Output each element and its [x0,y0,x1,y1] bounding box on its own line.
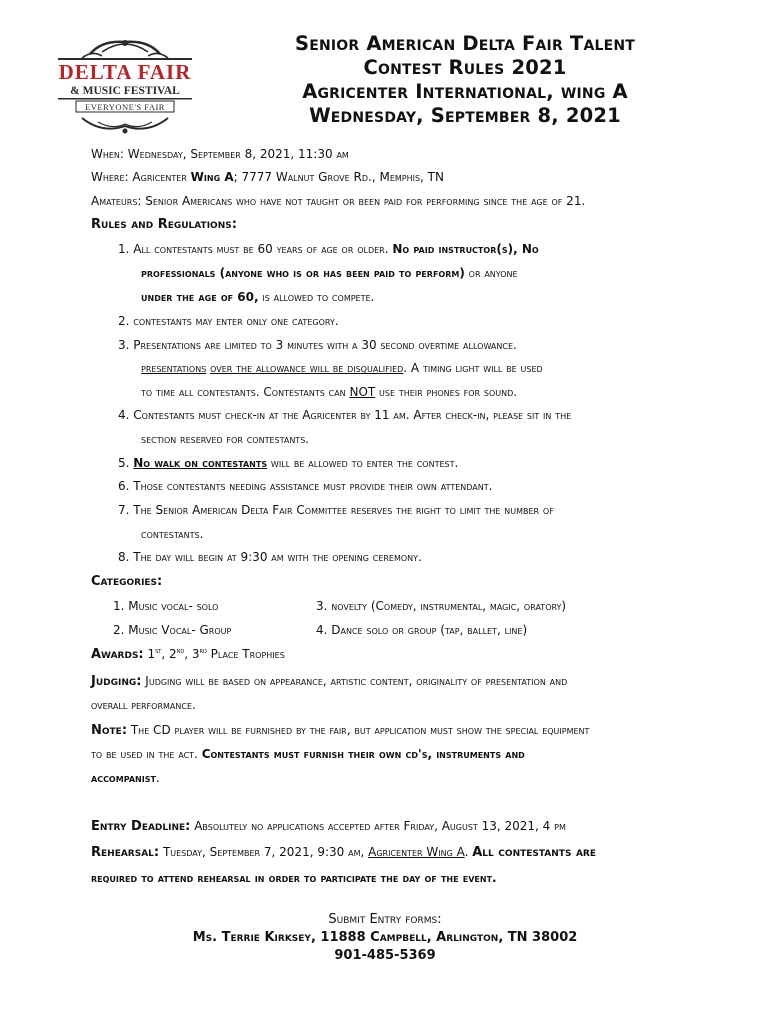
category-2: 2. Music Vocal- Group [113,623,232,637]
title-line1: Senior American Delta Fair Talent [294,32,636,55]
rule-3-cont2: to time all contestants. Contestants can NOT use their phones for sound. [141,385,518,399]
where-line: Where: Agricenter Wing A; 7777 Walnut Grove Rd., Memphis, TN [91,170,444,184]
rule-1-cont2: under the age of 60, is allowed to compete. [141,290,375,304]
rule-4-cont: section reserved for contestants. [141,432,310,446]
logo-line1: DELTA FAIR [58,60,192,84]
rule-4: 4. Contestants must check-in at the Agricenter by 11 am. After check-in, please sit in the [118,408,572,422]
rules-heading: Rules and Regulations: [91,217,237,232]
rehearsal-line: Rehearsal: Tuesday, September 7, 2021, 9:30 am, Agricenter Wing A. All contestants are [91,845,596,860]
rule-3: 3. Presentations are limited to 3 minutes with a 30 second overtime allowance. [118,338,517,352]
submit-phone: 901-485-5369 [334,948,436,963]
category-3: 3. novelty (Comedy, instrumental, magic, oratory) [316,599,567,613]
judging-line: Judging: Judging will be based on appearance, artistic content, originality of presentation and [91,674,568,689]
rule-1: 1. All contestants must be 60 years of age or older. No paid instructor(s), No [118,242,539,256]
document-title [250,32,680,128]
deadline-line: Entry Deadline: Absolutely no applications accepted after Friday, August 13, 2021, 4 pm [91,819,566,834]
awards-line: Awards: 1st, 2nd, 3rd Place Trophies [91,647,285,662]
note-line: Note: The CD player will be furnished by the fair, but application must show the special equipment [91,723,590,738]
category-4: 4. Dance solo or group (tap, ballet, line) [316,623,528,637]
rule-8: 8. The day will begin at 9:30 am with the opening ceremony. [118,550,422,564]
when-line: When: Wednesday, September 8, 2021, 11:30 am [91,147,349,161]
rule-7-cont: contestants. [141,527,204,541]
note-cont: to be used in the act. Contestants must furnish their own cd's, instruments and [91,747,525,761]
judging-cont: overall performance. [91,698,196,712]
categories-heading: Categories: [91,574,163,589]
submit-address: Ms. Terrie Kirksey, 11888 Campbell, Arlington, TN 38002 [192,930,578,945]
title-line2: Contest Rules 2021 [363,56,567,79]
submit-heading: Submit Entry forms: [328,912,442,927]
title-line3: Agricenter International, wing A [302,80,628,103]
logo-line3: EVERYONE'S FAIR [85,102,165,112]
category-1: 1. Music vocal- solo [113,599,219,613]
rule-5: 5. No walk on contestants will be allowed to enter the contest. [118,456,459,470]
logo-line2: & MUSIC FESTIVAL [70,85,180,97]
note-cont2: accompanist. [91,771,160,785]
rule-2: 2. contestants may enter only one category. [118,314,339,328]
rule-7: 7. The Senior American Delta Fair Committee reserves the right to limit the number of [118,503,554,517]
rule-6: 6. Those contestants needing assistance must provide their own attendant. [118,479,493,493]
rule-1-cont: professionals (anyone who is or has been paid to perform) or anyone [141,266,518,280]
rehearsal-cont: required to attend rehearsal in order to participate the day of the event. [91,871,497,885]
delta-fair-logo [52,38,198,138]
amateurs-line: Amateurs: Senior Americans who have not taught or been paid for performing since the age of 21. [91,194,586,208]
rule-3-cont: presentations over the allowance will be disqualified. A timing light will be used [141,361,543,375]
title-line4: Wednesday, September 8, 2021 [309,104,621,127]
